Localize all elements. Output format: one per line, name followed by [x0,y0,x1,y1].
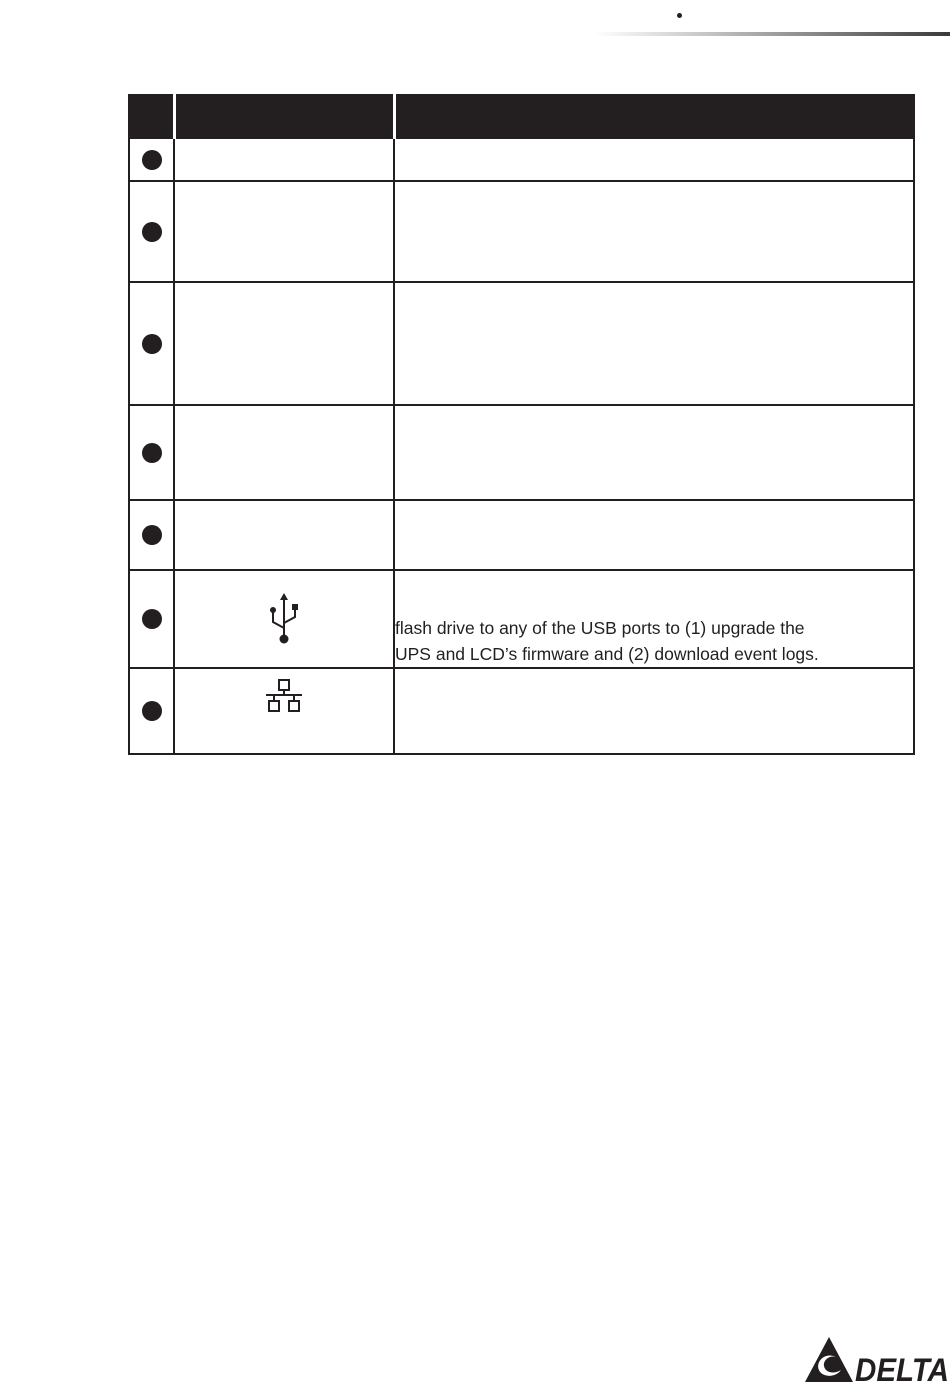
svg-text:DELTA: DELTA [855,1352,949,1385]
description-cell [394,405,914,500]
bullet-number-marker [142,150,162,170]
description-cell [394,181,914,282]
bullet-number-marker [142,701,162,721]
item-cell [174,181,394,282]
description-cell [394,668,914,754]
item-cell [174,138,394,181]
description-cell [394,138,914,181]
delta-logo-icon [803,1335,950,1385]
header-dot [677,13,682,18]
description-line: UPS and LCD’s firmware and (2) download event logs. [395,644,819,664]
row-number-cell [129,282,174,405]
row-number-cell [129,570,174,668]
item-cell-usb [174,570,394,668]
row-number-cell [129,668,174,754]
table-row [129,570,914,668]
item-cell-network [174,668,394,754]
table-row [129,138,914,181]
row-number-cell [129,500,174,570]
table-row [129,405,914,500]
spec-table [128,94,915,755]
header-cell-item [174,95,394,138]
table-header-row [129,95,914,138]
bullet-number-marker [142,334,162,354]
description-cell [394,570,914,668]
header-cell-description [394,95,914,138]
bullet-number-marker [142,609,162,629]
row-number-cell [129,181,174,282]
bullet-number-marker [142,222,162,242]
row-number-cell [129,138,174,181]
header-rule [595,32,950,36]
table-row [129,181,914,282]
network-icon [264,679,304,715]
header-cell-no [129,95,174,138]
bullet-number-marker [142,525,162,545]
item-cell [174,500,394,570]
table-row [129,500,914,570]
description-cell [394,500,914,570]
table-row [129,282,914,405]
row-number-cell [129,405,174,500]
item-cell [174,405,394,500]
usb-icon [267,591,301,647]
table-row [129,668,914,754]
item-cell [174,282,394,405]
description-line: flash drive to any of the USB ports to (1) upgrade the [395,618,805,638]
bullet-number-marker [142,443,162,463]
description-cell [394,282,914,405]
